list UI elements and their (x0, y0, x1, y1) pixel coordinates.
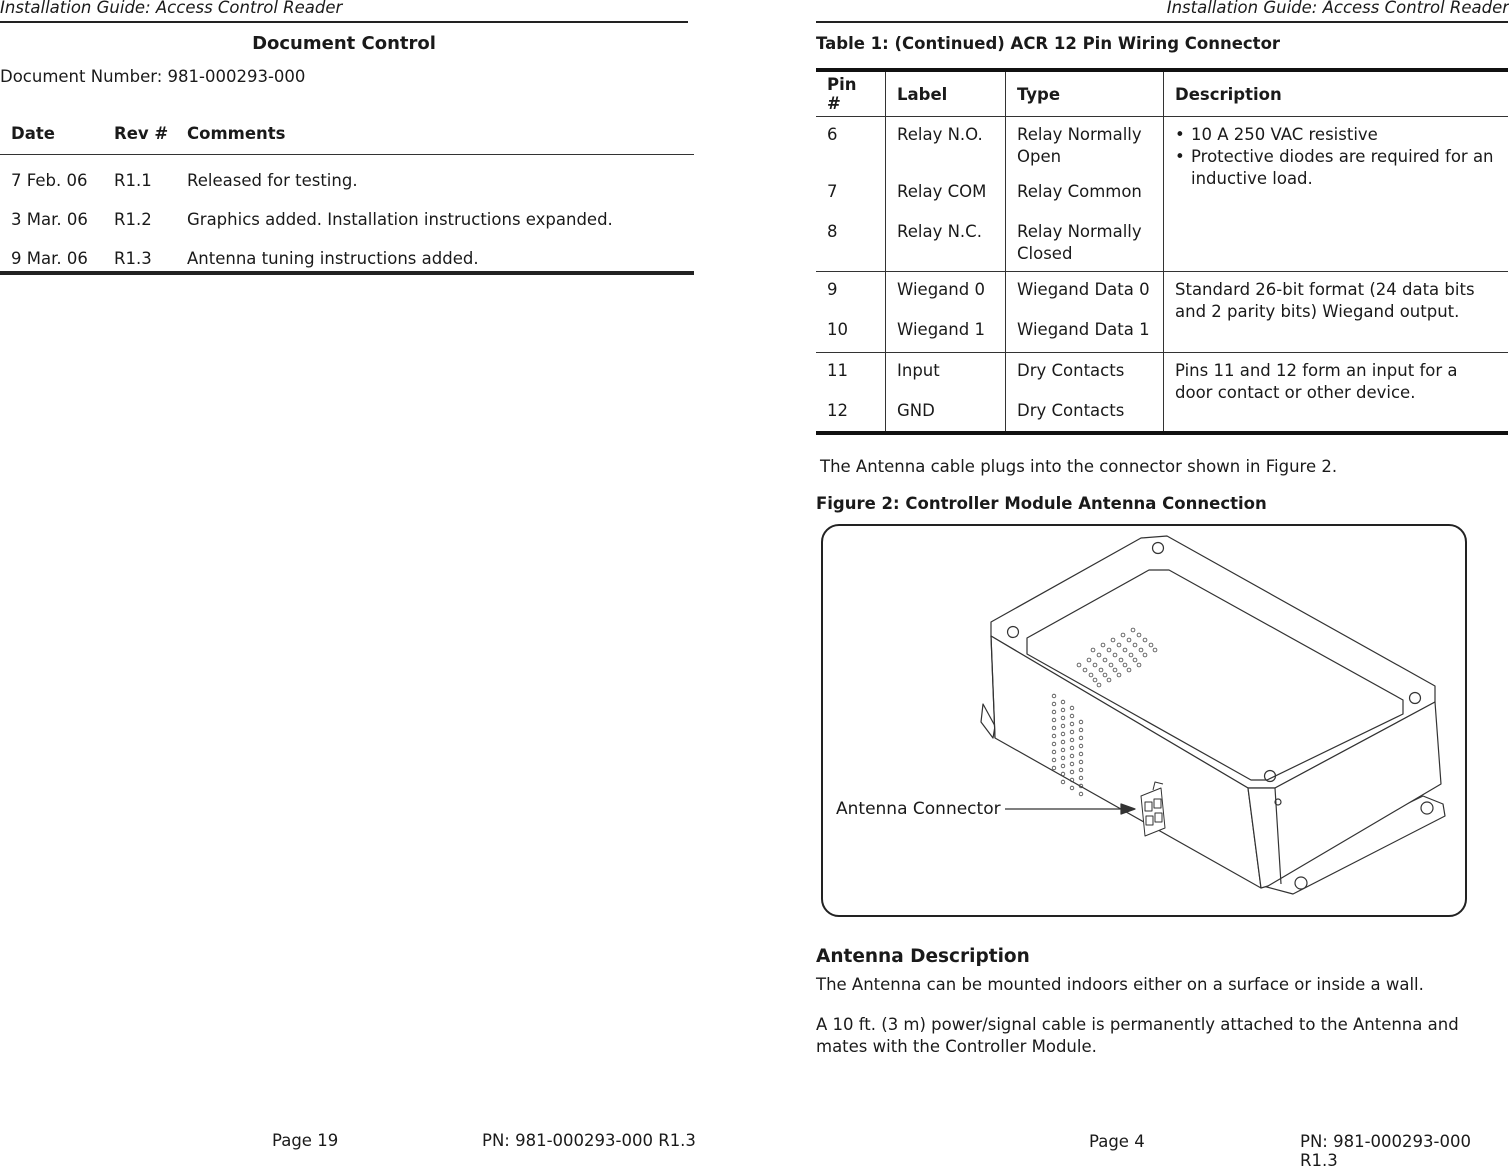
col-date: Date (11, 123, 55, 143)
cell-comment: Released for testing. (187, 171, 358, 190)
mounting-tab-left (981, 704, 995, 738)
cell-comment: Antenna tuning instructions added. (187, 249, 479, 268)
cell-rev: R1.2 (114, 210, 152, 229)
flange-hole (1421, 802, 1433, 814)
wiring-table (816, 68, 1508, 435)
cell-date: 7 Feb. 06 (11, 171, 88, 190)
antenna-paragraph-2: A 10 ft. (3 m) power/signal cable is permanently attached to the Antenna and mates with the Controller Module. (816, 1015, 1459, 1056)
col-label: Label (886, 70, 1006, 117)
flange-hole (1295, 877, 1307, 889)
cell-pin: 12 (827, 401, 848, 420)
cell-pin: 6 (827, 125, 838, 144)
vent-hole (1079, 792, 1083, 796)
figure-caption: Figure 2: Controller Module Antenna Connection (816, 494, 1267, 513)
controller-module-illustration (823, 526, 1465, 915)
col-comments: Comments (187, 123, 286, 143)
table-row (0, 200, 694, 239)
cell-type: Wiegand Data 0 (1006, 272, 1164, 313)
cell-type: Dry Contacts (1006, 353, 1164, 394)
left-header-rule (0, 21, 688, 23)
vent-hole (1070, 786, 1074, 790)
cell-pin: 10 (827, 320, 848, 339)
right-part-number: PN: 981-000293-000 R1.3 (1300, 1132, 1471, 1170)
table-row (816, 353, 1508, 394)
cell-label: Relay N.O. (886, 117, 1006, 175)
cell-label: Wiegand 1 (886, 312, 1006, 353)
left-page-number: Page 19 (272, 1131, 339, 1150)
cell-type: Wiegand Data 1 (1006, 312, 1164, 353)
cell-pin: 9 (816, 272, 886, 313)
cell-description-wiegand: Standard 26-bit format (24 data bits and 2 parity bits) Wiegand output. (1164, 272, 1509, 353)
section-title: Antenna Description (816, 946, 1030, 967)
revision-table (0, 112, 694, 278)
right-page-header: Installation Guide: Access Control Reader (1166, 0, 1509, 17)
cell-label: Relay N.C. (886, 214, 1006, 272)
cell-date: 3 Mar. 06 (11, 210, 88, 229)
table-row (816, 272, 1508, 313)
left-part-number: PN: 981-000293-000 R1.3 (482, 1131, 696, 1150)
list-item: • 10 A 250 VAC resistive (1175, 124, 1497, 146)
document-number: Document Number: 981-000293-000 (0, 67, 306, 86)
cell-pin: 8 (827, 222, 838, 241)
antenna-connector-label: Antenna Connector (836, 799, 1001, 819)
antenna-paragraph-1: The Antenna can be mounted indoors either on a surface or inside a wall. (816, 975, 1424, 994)
cell-type: Relay Normally Open (1006, 117, 1164, 175)
cell-label: GND (886, 393, 1006, 433)
list-item: • Protective diodes are required for an inductive load. (1175, 146, 1497, 190)
document-control-title: Document Control (252, 33, 436, 54)
antenna-intro-text: The Antenna cable plugs into the connector shown in Figure 2. (820, 457, 1338, 476)
right-page-number: Page 4 (1089, 1132, 1145, 1151)
cell-label: Relay COM (886, 174, 1006, 214)
cell-type: Relay Common (1006, 174, 1164, 214)
cell-type: Relay Normally Closed (1006, 214, 1164, 272)
wiring-table-header (816, 70, 1508, 117)
col-rev: Rev # (114, 123, 169, 143)
cell-comment: Graphics added. Installation instructions expanded. (187, 210, 613, 229)
figure-frame (821, 524, 1467, 917)
right-header-rule (816, 21, 1508, 23)
vent-hole (1061, 780, 1065, 784)
relay-notes-list (1175, 124, 1497, 190)
cell-rev: R1.3 (114, 249, 152, 268)
cell-rev: R1.1 (114, 171, 152, 190)
cell-label: Input (886, 353, 1006, 394)
cell-pin: 11 (816, 353, 886, 394)
cell-label: Wiegand 0 (886, 272, 1006, 313)
table-row (0, 155, 694, 201)
cell-description-relay (1164, 117, 1509, 272)
col-description: Description (1164, 70, 1509, 117)
col-type: Type (1006, 70, 1164, 117)
cell-description-input: Pins 11 and 12 form an input for a door contact or other device. (1164, 353, 1509, 434)
cell-pin: 7 (827, 182, 838, 201)
left-page-header: Installation Guide: Access Control Reader (0, 0, 343, 17)
table-row (816, 117, 1508, 175)
col-pin: Pin # (816, 70, 886, 117)
cell-type: Dry Contacts (1006, 393, 1164, 433)
revision-table-header (0, 112, 694, 155)
cell-date: 9 Mar. 06 (11, 249, 88, 268)
table-caption: Table 1: (Continued) ACR 12 Pin Wiring Connector (816, 34, 1281, 53)
revision-table-bottom-rule (0, 271, 694, 275)
